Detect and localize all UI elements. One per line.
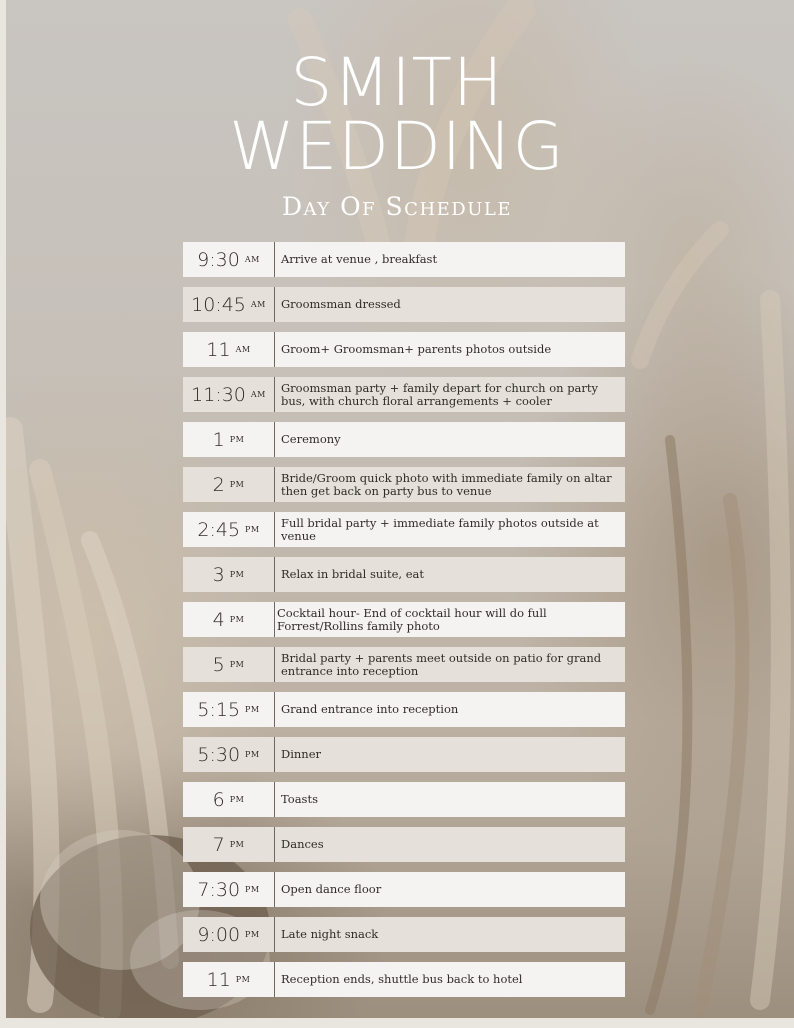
time-value: 5:15 [197,698,241,721]
time-value: 10:45 [191,293,246,316]
event-description: Dinner [275,737,625,772]
time-value: 5:30 [197,743,241,766]
time-value: 3 [212,563,225,586]
time-value: 2 [212,473,225,496]
schedule-row [183,827,625,862]
time-cell [183,467,275,502]
event-description: Groom+ Groomsman+ parents photos outside [275,332,625,367]
time-value: 4 [212,608,225,631]
time-cell [183,242,275,277]
time-value: 2:45 [197,518,241,541]
event-description: Relax in bridal suite, eat [275,557,625,592]
schedule-row [183,332,625,367]
event-description: Reception ends, shuttle bus back to hotel [275,962,625,997]
schedule-row [183,467,625,502]
title-line-2: WEDDING [229,108,565,185]
schedule-row [183,647,625,682]
time-cell [183,962,275,997]
event-description: Grand entrance into reception [275,692,625,727]
time-ampm: PM [245,525,260,534]
time-ampm: PM [245,885,260,894]
schedule-row [183,242,625,277]
time-ampm: PM [245,705,260,714]
subtitle: Day Of Schedule [281,192,512,221]
time-ampm: PM [235,975,251,984]
time-value: 11:30 [191,383,246,406]
time-cell [183,287,275,322]
time-value: 7:30 [197,878,241,901]
time-cell [183,827,275,862]
event-description: Bridal party + parents meet outside on patio for grand entrance into reception [275,647,625,682]
time-value: 6 [212,788,225,811]
time-ampm: PM [229,615,245,624]
time-cell [183,332,275,367]
schedule-row [183,917,625,952]
time-cell [183,602,275,637]
event-description: Cocktail hour- End of cocktail hour will do full Forrest/Rollins family photo [275,602,625,637]
schedule-row [183,287,625,322]
schedule-row [183,782,625,817]
page-border-bottom [0,1018,794,1028]
time-value: 9:00 [197,923,241,946]
time-cell [183,647,275,682]
event-description: Full bridal party + immediate family photos outside at venue [275,512,625,547]
title-line-1: SMITH [290,44,504,121]
time-value: 9:30 [197,248,240,271]
time-value: 5 [212,653,225,676]
schedule-row [183,422,625,457]
time-ampm: PM [229,840,245,849]
time-ampm: PM [229,660,245,669]
time-cell [183,692,275,727]
time-ampm: AM [235,345,251,354]
time-ampm: PM [229,570,245,579]
event-description: Groomsman dressed [275,287,625,322]
time-value: 11 [206,968,231,991]
schedule-row [183,602,625,637]
schedule-row [183,872,625,907]
time-cell [183,512,275,547]
schedule-row [183,692,625,727]
time-ampm: PM [245,750,260,759]
time-ampm: PM [229,480,245,489]
time-ampm: PM [229,435,245,444]
time-cell [183,782,275,817]
time-ampm: AM [250,390,266,399]
time-cell [183,917,275,952]
time-cell [183,422,275,457]
time-cell [183,557,275,592]
event-description: Arrive at venue , breakfast [275,242,625,277]
time-value: 7 [212,833,225,856]
time-cell [183,737,275,772]
time-value: 11 [206,338,231,361]
event-description: Dances [275,827,625,862]
schedule-row [183,962,625,997]
time-cell [183,377,275,412]
schedule-row [183,557,625,592]
event-description: Groomsman party + family depart for church on party bus, with church floral arrangements + cooler [275,377,625,412]
schedule-row [183,512,625,547]
time-value: 1 [212,428,225,451]
time-ampm: AM [250,300,266,309]
time-ampm: PM [245,930,260,939]
event-description: Ceremony [275,422,625,457]
event-description: Open dance floor [275,872,625,907]
schedule-row [183,377,625,412]
time-ampm: PM [229,795,245,804]
event-description: Bride/Groom quick photo with immediate family on altar then get back on party bus to venue [275,467,625,502]
schedule-row [183,737,625,772]
time-ampm: AM [244,255,260,264]
time-cell [183,872,275,907]
event-description: Toasts [275,782,625,817]
event-description: Late night snack [275,917,625,952]
